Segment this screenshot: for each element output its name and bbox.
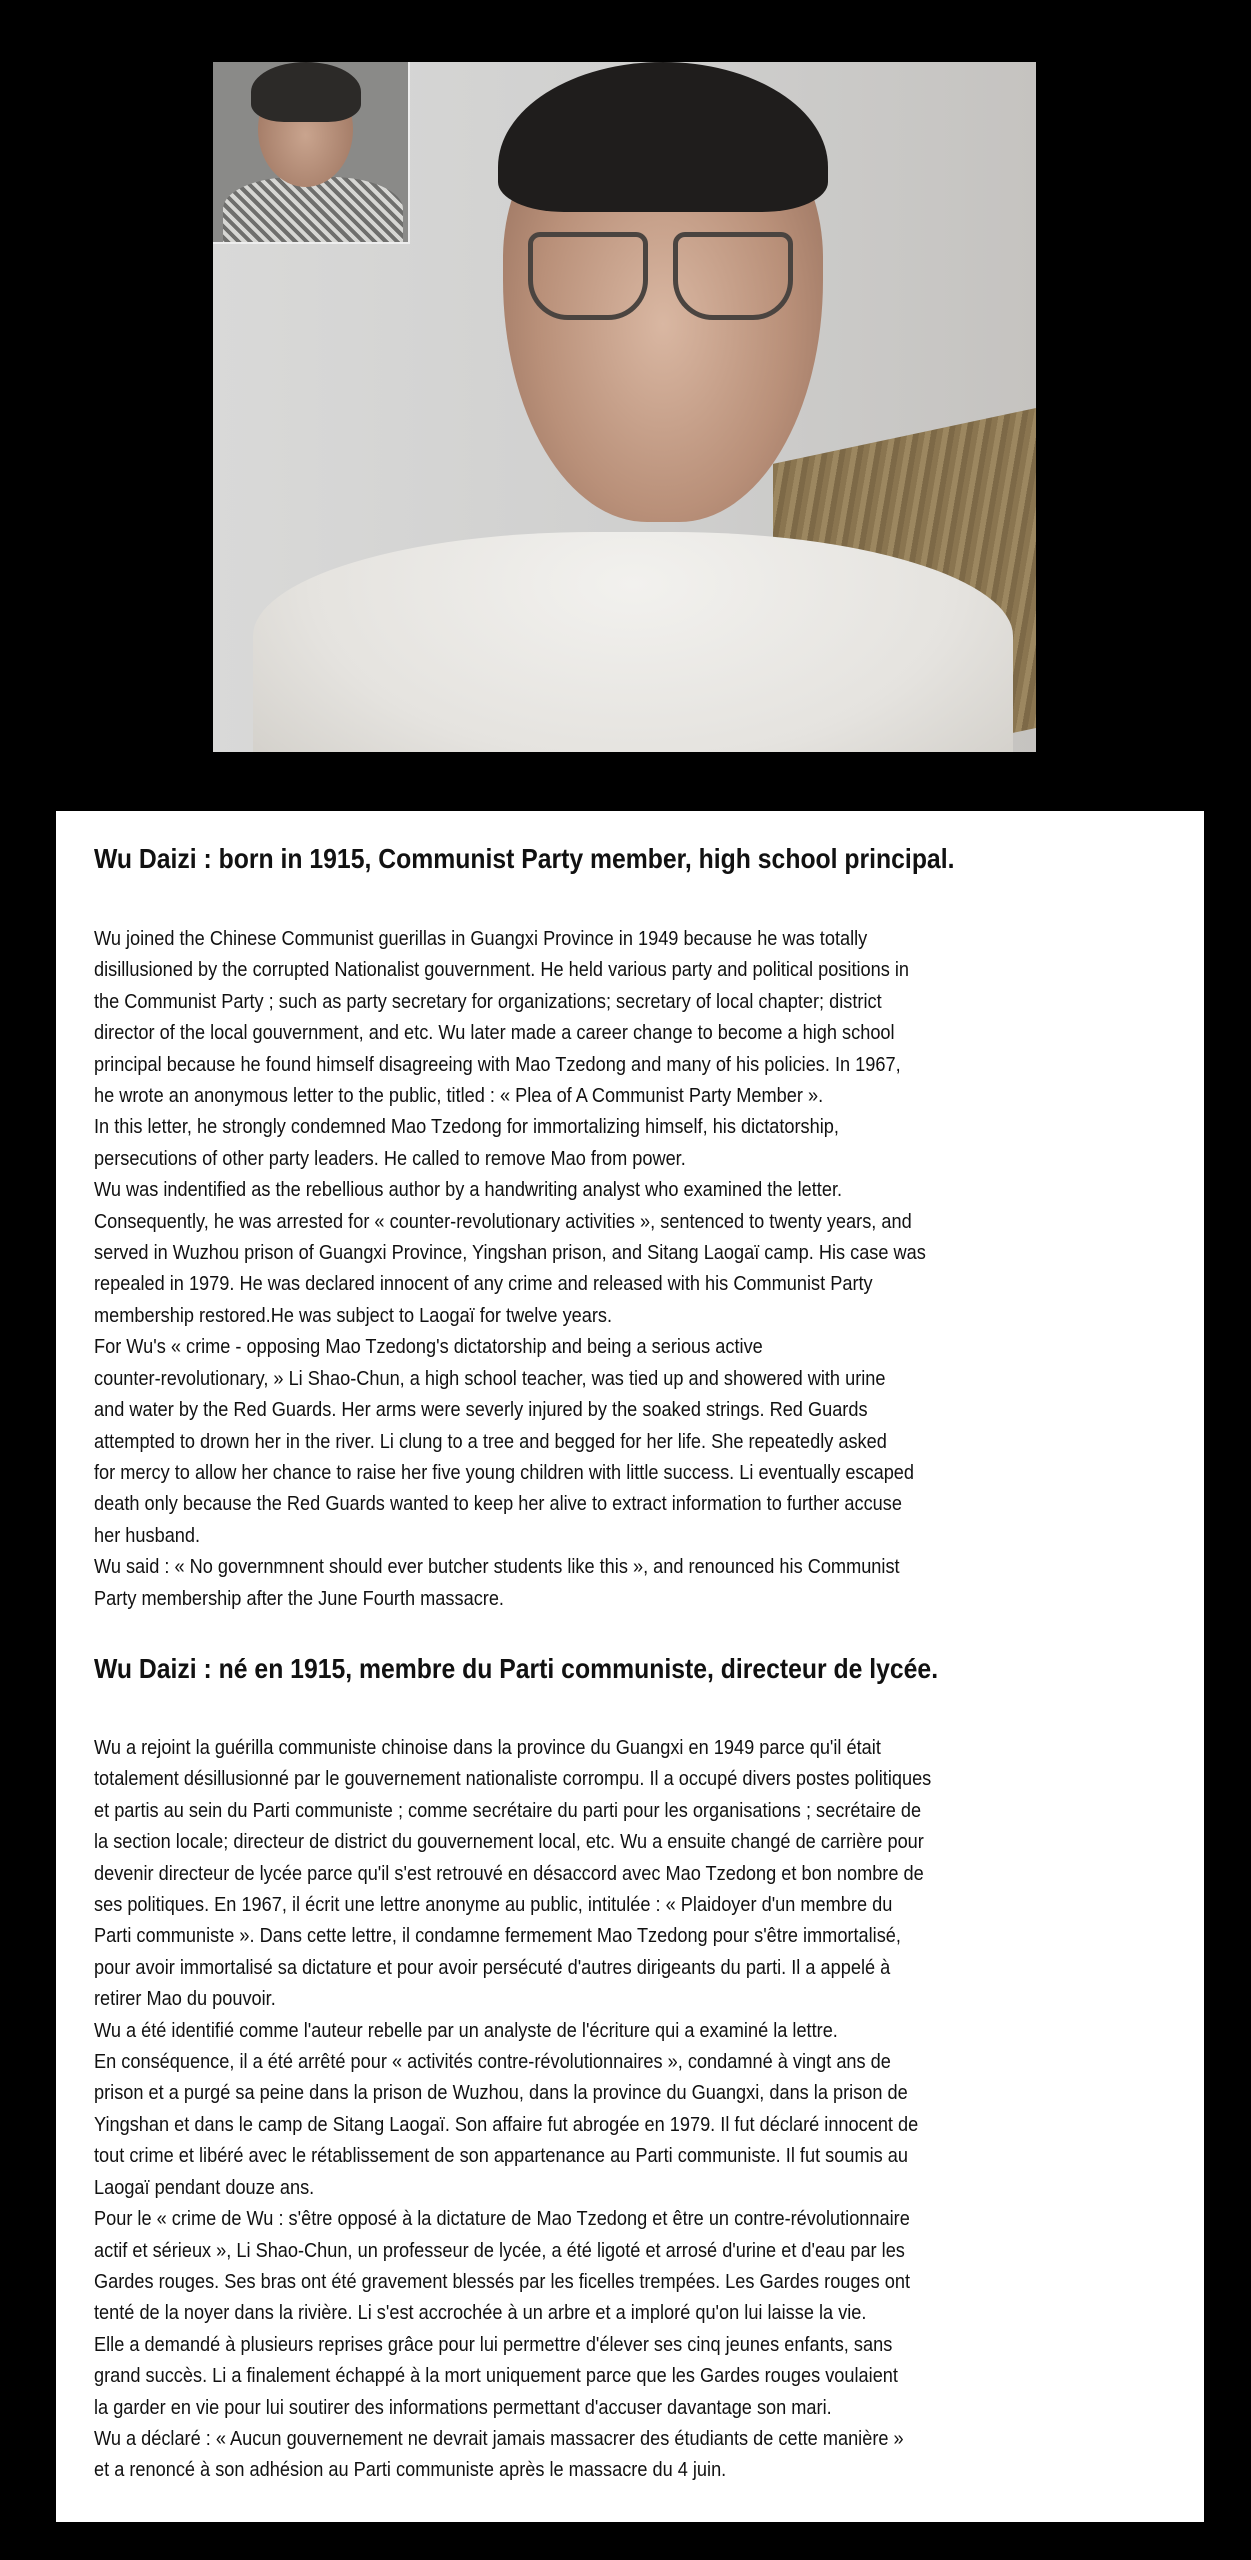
- text-line: For Wu's « crime - opposing Mao Tzedong's dictatorship and being a serious active: [94, 1336, 763, 1359]
- text-line: the Communist Party ; such as party secretary for organizations; secretary of local chapter; district: [94, 990, 882, 1013]
- text-line: tout crime et libéré avec le rétablissement de son appartenance au Parti communiste. Il fut soumis au: [94, 2145, 908, 2168]
- text-line: ses politiques. En 1967, il écrit une lettre anonyme au public, intitulée : « Plaidoyer d'un membre du: [94, 1894, 893, 1917]
- text-line: Party membership after the June Fourth massacre.: [94, 1587, 504, 1610]
- text-line: la section locale; directeur de district du gouvernement local, etc. Wu a ensuite changé de carrière pour: [94, 1831, 924, 1854]
- text-line: Pour le « crime de Wu : s'être opposé à la dictature de Mao Tzedong et être un contre-révolutionnaire: [94, 2208, 910, 2231]
- text-line: for mercy to allow her chance to raise her five young children with little success. Li eventually escaped: [94, 1461, 915, 1484]
- text-line: disillusioned by the corrupted Nationalist gouvernment. He held various party and political positions in: [94, 959, 910, 982]
- text-line: her husband.: [94, 1524, 201, 1547]
- text-line: Parti communiste ». Dans cette lettre, il condamne fermement Mao Tzedong pour s'être immortalisé,: [94, 1925, 901, 1948]
- portrait-photo: [213, 62, 1036, 752]
- text-line: persecutions of other party leaders. He called to remove Mao from power.: [94, 1147, 686, 1170]
- text-line: Consequently, he was arrested for « counter-revolutionary activities », sentenced to twenty years, and: [94, 1210, 912, 1233]
- inset-portrait-photo: [213, 62, 410, 244]
- text-line: director of the local gouvernment, and etc. Wu later made a career change to become a high school: [94, 1022, 895, 1045]
- text-line: retirer Mao du pouvoir.: [94, 1988, 276, 2011]
- text-line: Wu a rejoint la guérilla communiste chinoise dans la province du Guangxi en 1949 parce qu'il était: [94, 1737, 881, 1759]
- text-line: Wu was indentified as the rebellious author by a handwriting analyst who examined the letter.: [94, 1179, 843, 1202]
- text-line: he wrote an anonymous letter to the public, titled : « Plea of A Communist Party Member ».: [94, 1085, 824, 1108]
- text-line: pour avoir immortalisé sa dictature et pour avoir persécuté d'autres dirigeants du parti. Il a appelé à: [94, 1956, 891, 1979]
- hair: [498, 62, 828, 212]
- text-line: prison et a purgé sa peine dans la prison de Wuzhou, dans la province du Guangxi, dans la prison de: [94, 2082, 908, 2105]
- text-line: devenir directeur de lycée parce qu'il s'est retrouvé en désaccord avec Mao Tzedong et bon nombre de: [94, 1862, 924, 1885]
- text-line: grand succès. Li a finalement échappé à la mort uniquement parce que les Gardes rouges voulaient: [94, 2365, 898, 2388]
- text-line: Wu a déclaré : « Aucun gouvernement ne devrait jamais massacrer des étudiants de cette manière »: [94, 2427, 904, 2450]
- white-shirt: [253, 532, 1013, 752]
- text-line: principal because he found himself disagreeing with Mao Tzedong and many of his policies. In 1967,: [94, 1053, 901, 1076]
- french-heading: Wu Daizi : né en 1915, membre du Parti communiste, directeur de lycée.: [94, 1653, 939, 1684]
- text-line: Wu a été identifié comme l'auteur rebelle par un analyste de l'écriture qui a examiné la lettre.: [94, 2019, 838, 2042]
- text-line: membership restored.He was subject to Laogaï for twelve years.: [94, 1304, 613, 1327]
- text-line: la garder en vie pour lui soutirer des informations permettant d'accuser davantage son mari.: [94, 2396, 832, 2419]
- text-line: Elle a demandé à plusieurs reprises grâce pour lui permettre d'élever ses cinq jeunes enfants, sans: [94, 2333, 893, 2356]
- text-line: Laogaï pendant douze ans.: [94, 2176, 315, 2199]
- text-line: In this letter, he strongly condemned Mao Tzedong for immortalizing himself, his dictatorship,: [94, 1116, 839, 1139]
- text-line: tenté de la noyer dans la rivière. Li s'est accrochée à un arbre et a imploré qu'on lui laisse la vie.: [94, 2302, 867, 2325]
- text-line: and water by the Red Guards. Her arms were severly injured by the soaked strings. Red Guards: [94, 1399, 868, 1422]
- text-line: actif et sérieux », Li Shao-Chun, un professeur de lycée, a été ligoté et arrosé d'urine et d'eau par les: [94, 2239, 905, 2262]
- french-body: [94, 1733, 1161, 2487]
- text-line: Wu said : « No governmnent should ever butcher students like this », and renounced his Communist: [94, 1556, 900, 1579]
- biography-panel: [56, 811, 1204, 2522]
- text-line: death only because the Red Guards wanted to keep her alive to extract information to further accuse: [94, 1493, 902, 1516]
- text-line: Gardes rouges. Ses bras ont été gravement blessés par les ficelles trempées. Les Gardes rouges ont: [94, 2270, 911, 2293]
- text-line: En conséquence, il a été arrêté pour « activités contre-révolutionnaires », condamné à vingt ans de: [94, 2051, 891, 2074]
- text-line: et a renoncé à son adhésion au Parti communiste après le massacre du 4 juin.: [94, 2459, 727, 2482]
- text-line: Yingshan et dans le camp de Sitang Laogaï. Son affaire fut abrogée en 1979. Il fut déclaré innocent de: [94, 2113, 919, 2136]
- english-body: [94, 924, 1161, 1615]
- text-line: totalement désillusionné par le gouvernement nationaliste corrompu. Il a occupé divers postes politiques: [94, 1768, 932, 1791]
- english-heading: Wu Daizi : born in 1915, Communist Party member, high school principal.: [94, 843, 955, 874]
- text-line: Wu joined the Chinese Communist guerillas in Guangxi Province in 1949 because he was totally: [94, 928, 868, 950]
- text-line: attempted to drown her in the river. Li clung to a tree and begged for her life. She repeatedly asked: [94, 1430, 887, 1453]
- eyeglasses: [528, 232, 798, 322]
- text-line: repealed in 1979. He was declared innocent of any crime and released with his Communist Party: [94, 1273, 873, 1296]
- text-line: et partis au sein du Parti communiste ; comme secrétaire du parti pour les organisations ; secrétaire de: [94, 1799, 922, 1822]
- text-line: counter-revolutionary, » Li Shao-Chun, a high school teacher, was tied up and showered with urine: [94, 1367, 886, 1390]
- text-line: served in Wuzhou prison of Guangxi Province, Yingshan prison, and Sitang Laogaï camp. His case was: [94, 1242, 926, 1265]
